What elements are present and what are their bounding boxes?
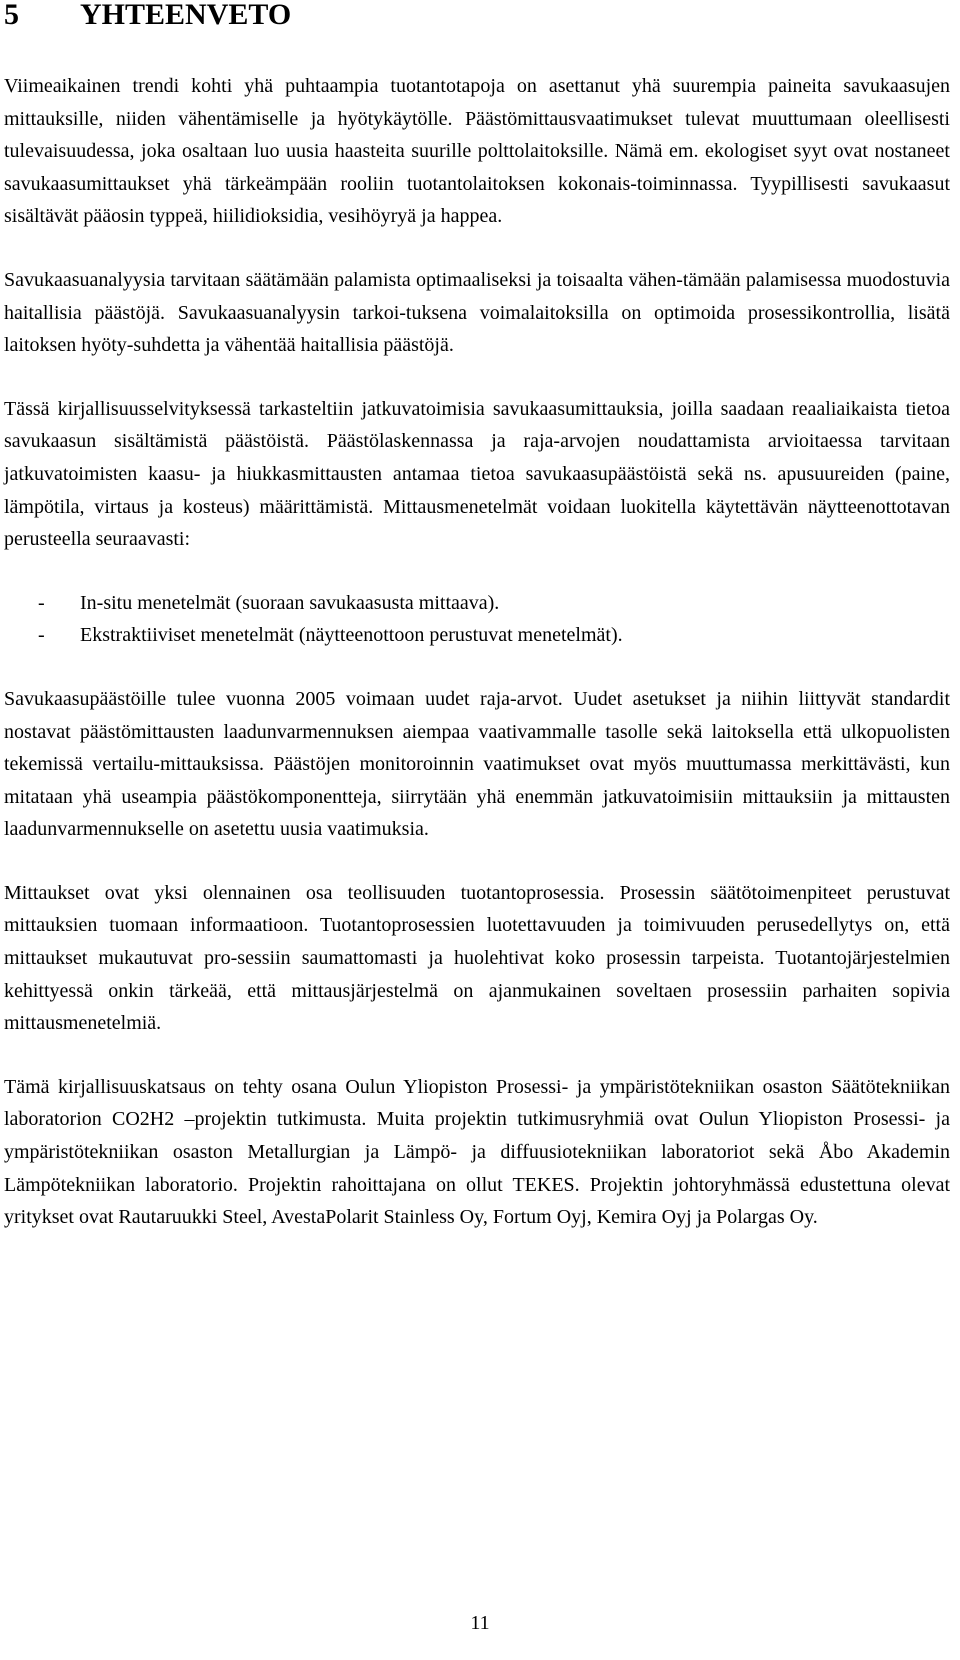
list-item bbox=[4, 619, 950, 652]
section-number: 5 bbox=[4, 0, 19, 31]
body-text bbox=[4, 70, 950, 1265]
list-bullet: - bbox=[38, 624, 45, 647]
paragraph-measurements-role: Mittaukset ovat yksi olennainen osa teollisuuden tuotantoprosessia. Prosessin säätötoimenpiteet perustuvat mittauksien tuomaan informaatioon. Tuotantoprosessien luotettavuuden ja toimivuuden perusedellytys on, että mittaukset mukautuvat pro-sessiin saumattomasti ja huolehtivat koko prosessin tarpeista. Tuotantojärjestelmien kehittyessä onkin tärkeää, että mittausjärjestelmä on ajanmukainen soveltaen prosessiin parhaiten sopivia mittausmenetelmiä. bbox=[4, 881, 950, 1035]
page-number: 11 bbox=[470, 1612, 490, 1634]
list-item bbox=[4, 587, 950, 620]
paragraph-flue-gas-analysis: Savukaasuanalyysia tarvitaan säätämään palamista optimaaliseksi ja toisaalta vähen-tämään palamisessa muodostuvia haitallisia päästöjä. Savukaasuanalyysin tarkoi-tuksena voimalaitoksilla on optimoida prosessikontrollia, lisätä laitoksen hyöty-suhdetta ja vähentää haitallisia päästöjä. bbox=[4, 268, 950, 357]
measurement-methods-list bbox=[4, 587, 950, 652]
list-item-text: In-situ menetelmät (suoraan savukaasusta mittaava). bbox=[80, 591, 500, 614]
paragraph-intro: Viimeaikainen trendi kohti yhä puhtaampia tuotantotapoja on asettanut yhä suurempia paineita savukaasujen mittauksille, niiden vähentämiselle ja hyötykäytölle. Päästömittausvaatimukset tulevat muuttumaan oleellisesti tulevaisuudessa, joka osaltaan luo uusia haasteita suurille polttolaitoksille. Nämä em. ekologiset syyt ovat nostaneet savukaasumittaukset yhä tärkeämpään rooliin tuotantolaitoksen kokonais-toiminnassa. Tyypillisesti savukaasut sisältävät pääosin typpeä, hiilidioksidia, vesihöyryä ja happea. bbox=[4, 75, 950, 228]
paragraph-literature-review: Tässä kirjallisuusselvityksessä tarkasteltiin jatkuvatoimisia savukaasumittauksia, joilla saadaan reaaliaikaista tietoa savukaasun sisältämistä päästöistä. Päästölaskennassa ja raja-arvojen noudattamista arvioitaessa tarvitaan jatkuvatoimisten kaasu- ja hiukkasmittausten antamaa tietoa savukaasupäästöistä sekä ns. apusuureiden (paine, lämpötila, virtaus ja kosteus) määrittämistä. Mittausmenetelmät voidaan luokitella käytettävän näytteenottotavan perusteella seuraavasti: bbox=[4, 397, 950, 551]
list-item-text: Ekstraktiiviset menetelmät (näytteenottoon perustuvat menetelmät). bbox=[80, 624, 623, 647]
list-bullet: - bbox=[38, 591, 45, 614]
section-heading bbox=[4, 0, 291, 32]
paragraph-project-info: Tämä kirjallisuuskatsaus on tehty osana Oulun Yliopiston Prosessi- ja ympäristötekniikan osaston Säätötekniikan laboratorion CO2H2 –projektin tutkimusta. Muita projektin tutkimusryhmiä ovat Oulun Yliopiston Prosessi- ja ympäristötekniikan osaston Metallurgian ja Lämpö- ja diffuusiotekniikan laboratoriot sekä Åbo Akademin Lämpötekniikan laboratorio. Projektin rahoittajana on ollut TEKES. Projektin johtoryhmässä edustettuna olevat yritykset ovat Rautaruukki Steel, AvestaPolarit Stainless Oy, Fortum Oyj, Kemira Oyj ja Polargas Oy. bbox=[4, 1075, 950, 1229]
paragraph-emission-limits: Savukaasupäästöille tulee vuonna 2005 voimaan uudet raja-arvot. Uudet asetukset ja niihin liittyvät standardit nostavat päästömittausten laadunvarmennuksen aiempaa vaativammalle tasolle sekä laitoksella että ulkopuolisten tekemissä vertailu-mittauksissa. Päästöjen monitoroinnin vaatimukset ovat myös muuttumassa merkittävästi, kun mitataan yhä useampia päästökomponentteja, siirrytään yhä enemmän jatkuvatoimisiin mittauksiin ja mittausten laadunvarmennukselle on asetettu uusia vaatimuksia. bbox=[4, 687, 950, 841]
section-title: YHTEENVETO bbox=[80, 0, 292, 31]
